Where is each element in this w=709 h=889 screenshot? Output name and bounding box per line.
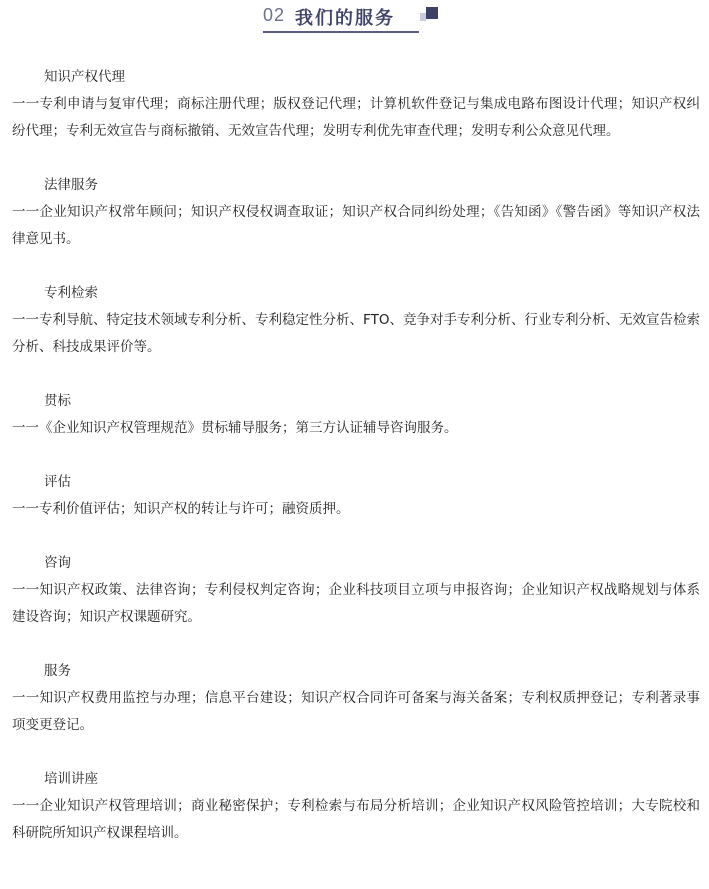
section-title: 评估 (44, 474, 71, 490)
section-header (0, 0, 709, 40)
section-body: 一一企业知识产权管理培训；商业秘密保护；专利检索与布局分析培训；企业知识产权风险管控培训；大专院校和科研院所知识产权课程培训。 (12, 798, 700, 841)
page-title: 我们的服务 (295, 8, 395, 29)
section-body: 一一《企业知识产权管理规范》贯标辅导服务；第三方认证辅导咨询服务。 (12, 420, 458, 436)
section-body: 一一专利价值评估；知识产权的转让与许可；融资质押。 (12, 501, 350, 517)
service-section-legal (12, 172, 700, 253)
section-body: 一一知识产权费用监控与办理；信息平台建设；知识产权合同许可备案与海关备案；专利权质押登记；专利著录事项变更登记。 (12, 690, 700, 733)
service-section-standard (12, 388, 700, 442)
section-body: 一一知识产权政策、法律咨询；专利侵权判定咨询；企业科技项目立项与申报咨询；企业知识产权战略规划与体系建设咨询；知识产权课题研究。 (12, 582, 700, 625)
service-section-evaluation (12, 469, 700, 523)
section-title: 服务 (44, 663, 71, 679)
section-title: 专利检索 (44, 285, 98, 301)
section-body: 一一专利导航、特定技术领域专利分析、专利稳定性分析、FTO、竞争对手专利分析、行业专利分析、无效宣告检索分析、科技成果评价等。 (12, 312, 700, 355)
service-section-ip-agency (12, 64, 700, 145)
section-title: 知识产权代理 (44, 69, 125, 85)
service-section-consulting (12, 550, 700, 631)
section-title: 法律服务 (44, 177, 98, 193)
section-title: 贯标 (44, 393, 71, 409)
section-title: 培训讲座 (44, 771, 98, 787)
section-title: 咨询 (44, 555, 71, 571)
decorative-square (426, 7, 438, 19)
services-list (12, 64, 700, 874)
header-underline (263, 31, 419, 33)
section-number: 02 (263, 5, 286, 25)
section-body: 一一专利申请与复审代理；商标注册代理；版权登记代理；计算机软件登记与集成电路布图设计代理；知识产权纠纷代理；专利无效宣告与商标撤销、无效宣告代理；发明专利优先审查代理；发明专利公众意见代理。 (12, 96, 700, 139)
service-section-services (12, 658, 700, 739)
header-label (263, 1, 419, 31)
section-body: 一一企业知识产权常年顾问；知识产权侵权调查取证；知识产权合同纠纷处理；《告知函》《警告函》等知识产权法律意见书。 (12, 204, 700, 247)
service-section-training (12, 766, 700, 847)
service-section-patent-search (12, 280, 700, 361)
